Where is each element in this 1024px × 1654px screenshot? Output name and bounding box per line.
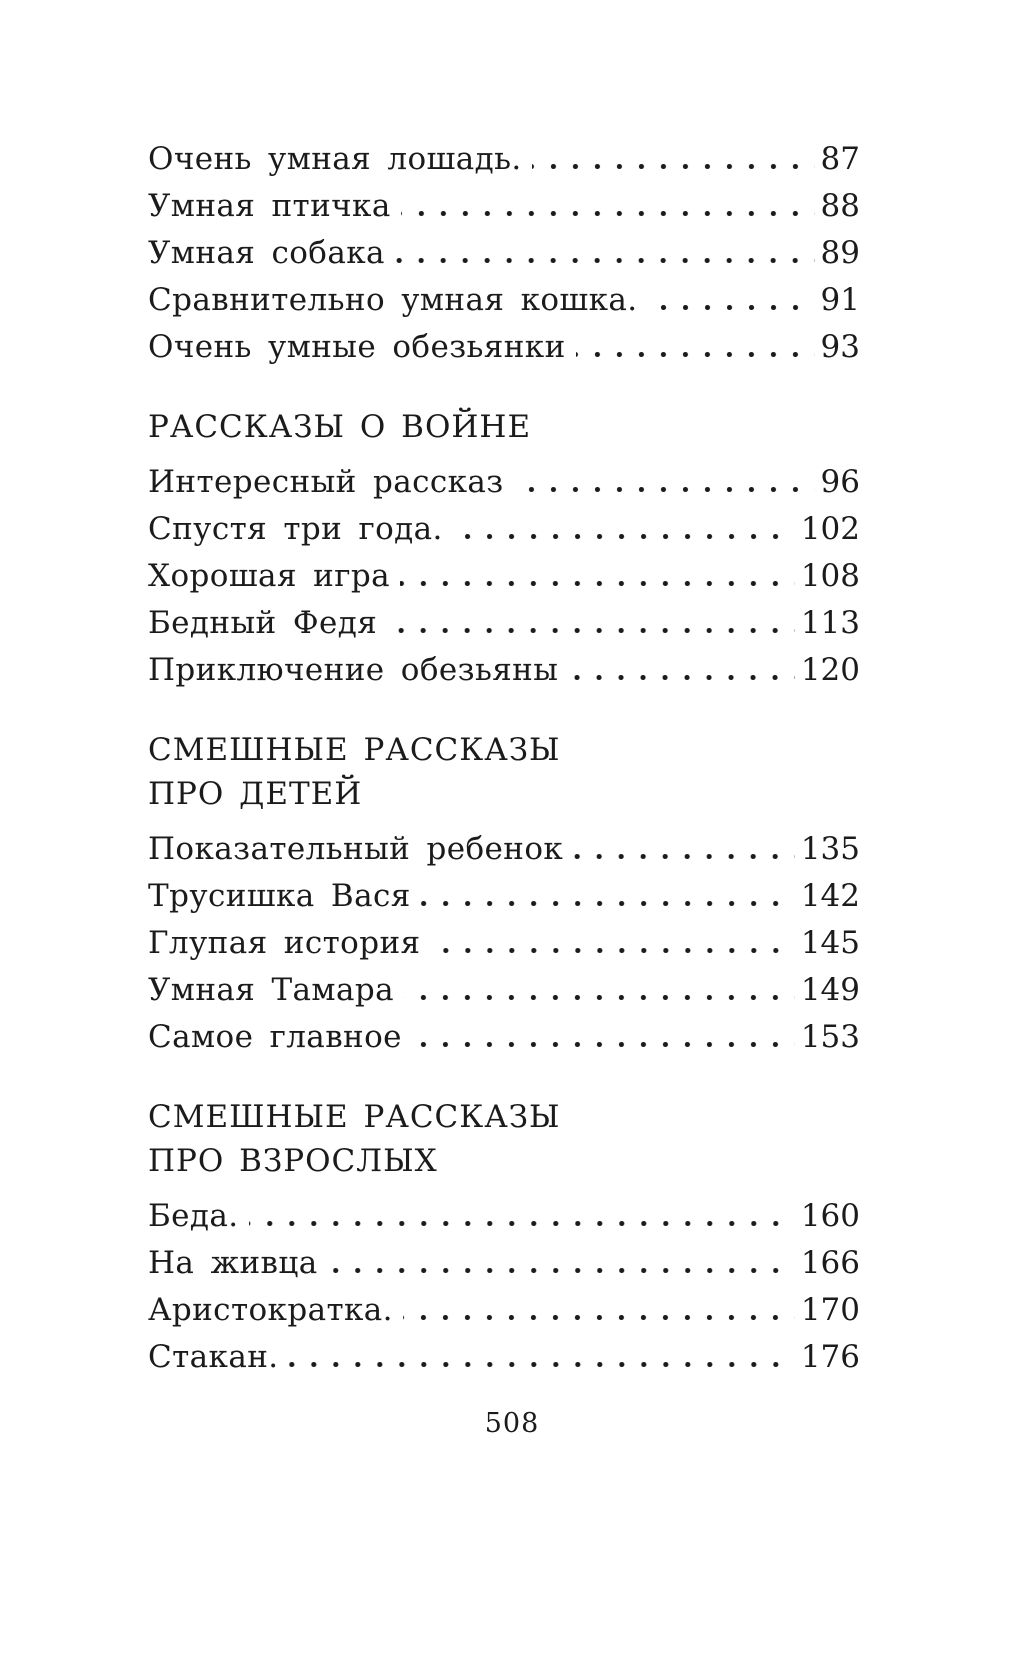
toc-entry: [148, 459, 860, 506]
entry-list: [148, 136, 860, 371]
toc-section: [148, 1095, 860, 1381]
toc-entry: [148, 1287, 860, 1334]
entry-title: Бедный Федя: [148, 605, 378, 641]
toc-section: [148, 405, 860, 694]
entry-page-number: 120: [800, 652, 860, 688]
entry-title: Интересный рассказ: [148, 464, 504, 500]
entry-page-number: 113: [800, 605, 860, 641]
dot-leader: [404, 995, 795, 1000]
section-heading: СМЕШНЫЕ РАССКАЗЫ ПРО ДЕТЕЙ: [148, 732, 561, 812]
toc-entry: [148, 920, 860, 967]
entry-title: Умная птичка: [148, 188, 391, 224]
toc-entry: [148, 324, 860, 371]
toc-entry: [148, 647, 860, 694]
entry-page-number: 145: [800, 925, 860, 961]
toc-entry: [148, 1240, 860, 1287]
entry-title: Приключение обезьяны: [148, 652, 559, 688]
dot-leader: [532, 164, 815, 169]
dot-leader: [514, 487, 815, 492]
toc-section: [148, 136, 860, 371]
entry-list: [148, 1193, 860, 1381]
entry-title: Показательный ребенок: [148, 831, 564, 867]
toc-entry: [148, 967, 860, 1014]
toc-entry: [148, 1014, 860, 1061]
entry-page-number: 88: [820, 188, 860, 224]
dot-leader: [395, 258, 815, 263]
toc-entry: [148, 1193, 860, 1240]
toc-entry: [148, 183, 860, 230]
dot-leader: [401, 211, 815, 216]
entry-page-number: 153: [800, 1019, 860, 1055]
entry-title: Сравнительно умная кошка.: [148, 282, 638, 318]
entry-page-number: 170: [800, 1292, 860, 1328]
dot-leader: [289, 1362, 795, 1367]
toc-entry: [148, 826, 860, 873]
dot-leader: [421, 901, 795, 906]
entry-title: На живца: [148, 1245, 318, 1281]
entry-page-number: 96: [820, 464, 860, 500]
entry-page-number: 135: [800, 831, 860, 867]
entry-title: Беда.: [148, 1198, 239, 1234]
section-heading: СМЕШНЫЕ РАССКАЗЫ ПРО ВЗРОСЛЫХ: [148, 1099, 561, 1179]
entry-page-number: 166: [800, 1245, 860, 1281]
dot-leader: [387, 628, 795, 633]
entry-title: Хорошая игра: [148, 558, 390, 594]
entry-page-number: 160: [800, 1198, 860, 1234]
toc-section: [148, 728, 860, 1061]
dot-leader: [400, 581, 795, 586]
table-of-contents: [148, 136, 860, 1381]
entry-page-number: 176: [800, 1339, 860, 1375]
dot-leader: [573, 854, 795, 859]
entry-page-number: 91: [820, 282, 860, 318]
entry-title: Трусишка Вася: [148, 878, 411, 914]
footer-page-number: 508: [484, 1408, 540, 1439]
entry-title: Умная Тамара: [148, 972, 394, 1008]
entry-list: [148, 459, 860, 694]
toc-entry: [148, 277, 860, 324]
dot-leader: [403, 1315, 795, 1320]
entry-title: Очень умная лошадь.: [148, 141, 522, 177]
entry-title: Очень умные обезьянки: [148, 329, 566, 365]
toc-entry: [148, 506, 860, 553]
dot-leader: [568, 675, 795, 680]
dot-leader: [453, 534, 795, 539]
entry-title: Умная собака: [148, 235, 385, 271]
toc-entry: [148, 136, 860, 183]
dot-leader: [648, 305, 815, 310]
entry-page-number: 89: [820, 235, 860, 271]
toc-entry: [148, 230, 860, 277]
entry-page-number: 87: [820, 141, 860, 177]
dot-leader: [412, 1042, 795, 1047]
entry-page-number: 142: [800, 878, 860, 914]
entry-title: Аристократка.: [148, 1292, 393, 1328]
dot-leader: [328, 1268, 795, 1273]
section-heading: РАССКАЗЫ О ВОЙНЕ: [148, 409, 532, 445]
entry-title: Спустя три года.: [148, 511, 443, 547]
entry-page-number: 102: [800, 511, 860, 547]
toc-entry: [148, 1334, 860, 1381]
dot-leader: [431, 948, 795, 953]
entry-title: Самое главное: [148, 1019, 402, 1055]
entry-title: Стакан.: [148, 1339, 279, 1375]
entry-title: Глупая история: [148, 925, 421, 961]
entry-page-number: 93: [820, 329, 860, 365]
entry-list: [148, 826, 860, 1061]
dot-leader: [576, 352, 815, 357]
toc-entry: [148, 873, 860, 920]
dot-leader: [249, 1221, 795, 1226]
entry-page-number: 108: [800, 558, 860, 594]
toc-entry: [148, 600, 860, 647]
toc-entry: [148, 553, 860, 600]
entry-page-number: 149: [800, 972, 860, 1008]
